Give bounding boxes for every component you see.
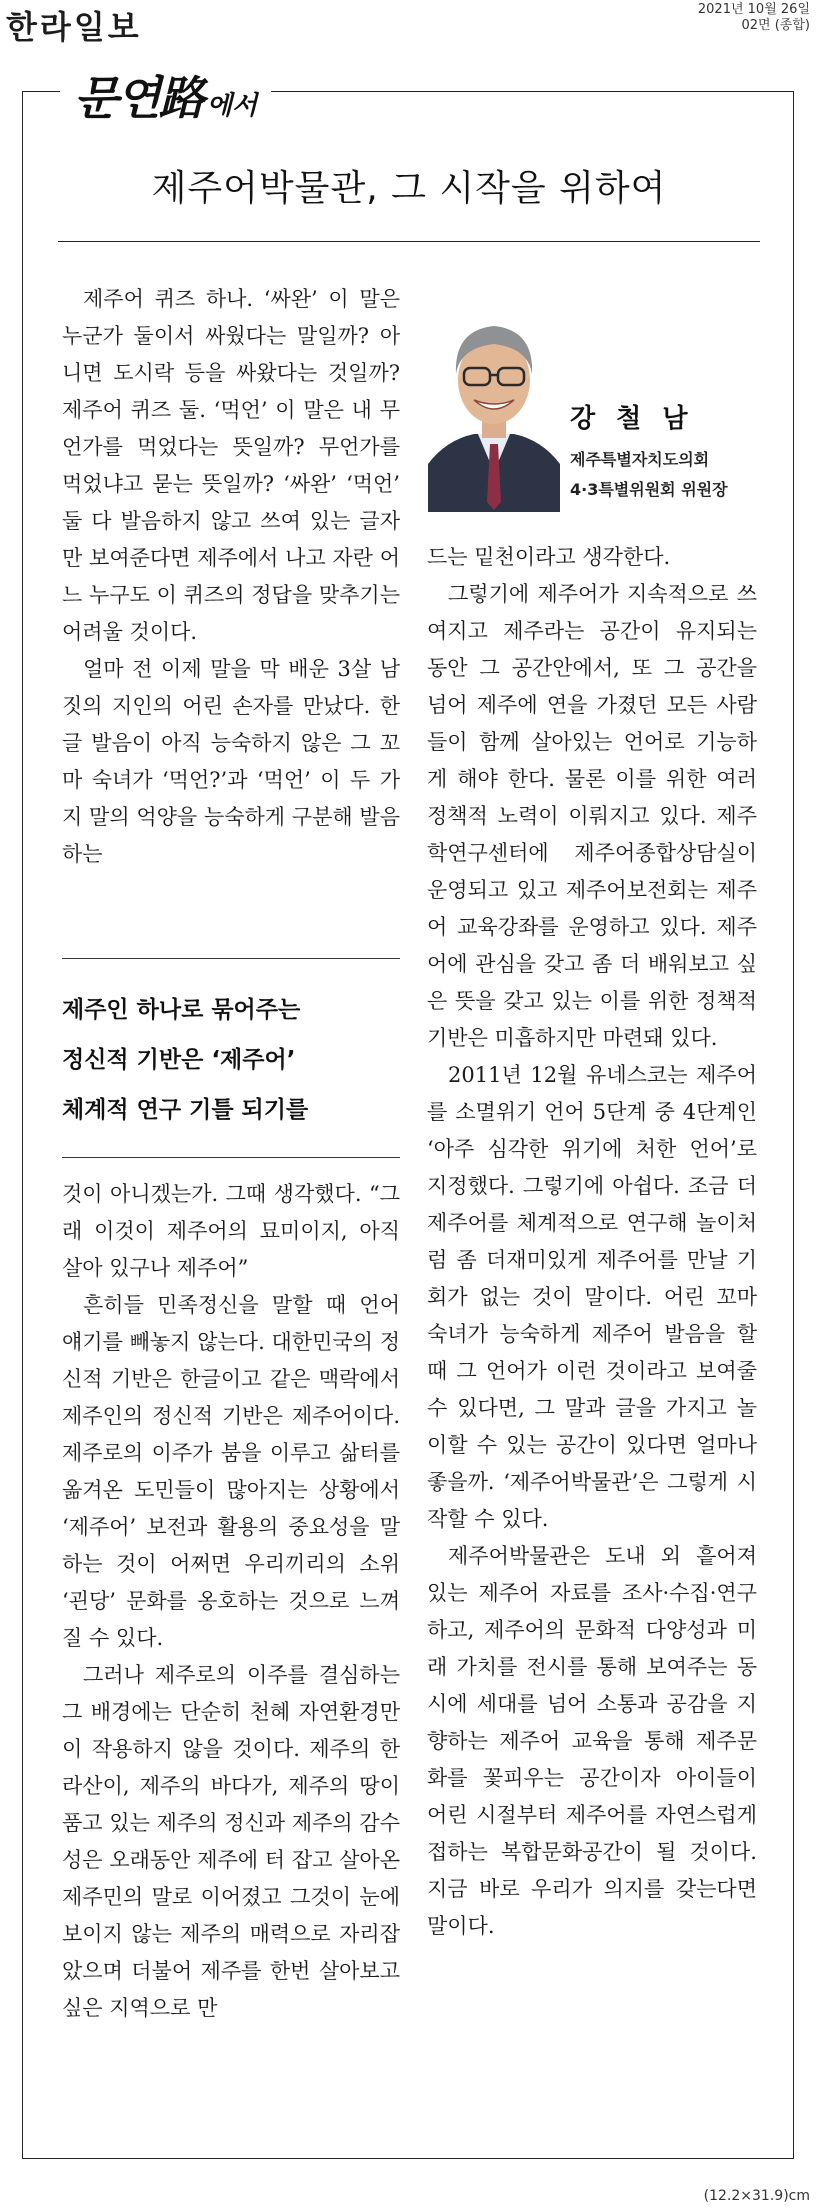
affiliation-line: 제주특별자치도의회 xyxy=(570,450,710,469)
clipping-size: (12.2×31.9)cm xyxy=(703,2188,810,2204)
paragraph: 그렇기에 제주어가 지속적으로 쓰여지고 제주라는 공간이 유지되는 동안 그 공간안에서, 또 그 공간을 넘어 제주에 연을 가졌던 모든 사람들이 함께 살아있는 언어로 기능하게 해야 한다. 물론 이를 위한 여러 정책적 노력이 이뤄지고 있다. 제주학연구센터에 제주어종합상담실이 운영되고 있고 제주어보전회는 제주어 교육강좌를 운영하고 있다. 제주어에 관심을 갖고 좀 더 배워보고 싶은 뜻을 갖고 있는 이를 위한 정책적 기반은 미흡하지만 마련돼 있다. xyxy=(427,582,757,1050)
dateline xyxy=(698,2,810,34)
paragraph: 드는 밑천이라고 생각한다. xyxy=(427,545,671,569)
paragraph: 얼마 전 이제 말을 막 배운 3살 남짓의 지인의 어린 손자를 만났다. 한글 발음이 아직 능숙하지 않은 그 꼬마 숙녀가 ‘먹언?’과 ‘먹언’ 이 두 가지 말의 억양을 능숙하게 구분해 발음하는 xyxy=(62,657,400,866)
paragraph: 것이 아니겠는가. 그때 생각했다. “그래 이것이 제주어의 묘미이지, 아직 살아 있구나 제주어” xyxy=(62,1182,400,1280)
column-suffix: 에서 xyxy=(206,91,258,121)
article-headline: 제주어박물관, 그 시작을 위하여 xyxy=(151,168,667,209)
pull-quote-line: 제주인 하나로 묶어주는 xyxy=(62,997,301,1023)
article-body-left-bottom xyxy=(62,1176,400,2027)
paragraph: 그러나 제주로의 이주를 결심하는 그 배경에는 단순히 천혜 자연환경만이 작용하지 않을 것이다. 제주의 한라산이, 제주의 바다가, 제주의 땅이 품고 있는 제주의 정신과 제주의 감수성은 오래동안 제주에 터 잡고 살아온 제주민의 말로 이어졌고 그것이 눈에 보이지 않는 제주의 매력으로 자리잡았으며 더불어 제주를 한번 살아보고 싶은 지역으로 만 xyxy=(62,1663,400,2020)
pull-quote-line: 체계적 연구 기틀 되기를 xyxy=(62,1097,309,1123)
pull-quote xyxy=(62,958,400,1158)
column-name: 문연路 xyxy=(74,71,203,125)
article-body-left-top xyxy=(62,281,400,873)
author-affiliation xyxy=(570,445,770,505)
column-title xyxy=(60,62,271,128)
newspaper-masthead: 한라일보 xyxy=(6,8,142,46)
author-photo xyxy=(428,296,560,512)
article-body-right xyxy=(427,539,757,1945)
paragraph: 제주어박물관은 도내 외 흩어져 있는 제주어 자료를 조사·수집·연구하고, 제주어의 문화적 다양성과 미래 가치를 전시를 통해 보여주는 동시에 세대를 넘어 소통과 공감을 지향하는 제주어 교육을 통해 제주문화를 꽃피우는 공간이자 아이들이 어린 시절부터 제주어를 자연스럽게 접하는 복합문화공간이 될 것이다. 지금 바로 우리가 의지를 갖는다면 말이다. xyxy=(427,1544,757,1938)
publication-date: 2021년 10월 26일 xyxy=(697,2,810,17)
pull-quote-line: 정신적 기반은 ‘제주어’ xyxy=(62,1047,296,1073)
headline-divider xyxy=(58,241,760,242)
paragraph: 2011년 12월 유네스코는 제주어를 소멸위기 언어 5단계 중 4단계인 ‘아주 심각한 위기에 처한 언어’로 지정했다. 그렇기에 아쉽다. 조금 더 제주어를 체계적으로 연구해 놀이처럼 좀 더재미있게 제주어를 만날 기회가 없는 것이 말이다. 어린 꼬마 숙녀가 능숙하게 제주어 발음을 할 때 그 언어가 이런 것이라고 보여줄 수 있다면, 그 말과 글을 가지고 놀이할 수 있는 공간이 있다면 얼마나 좋을까. ‘제주어박물관’은 그렇게 시작할 수 있다. xyxy=(427,1063,757,1531)
author-portrait-icon xyxy=(428,296,560,512)
paragraph: 흔히들 민족정신을 말할 때 언어 얘기를 빼놓지 않는다. 대한민국의 정신적 기반은 한글이고 같은 맥락에서 제주인의 정신적 기반은 제주어이다. 제주로의 이주가 붐을 이루고 삶터를 옮겨온 도민들이 많아지는 상황에서 ‘제주어’ 보전과 활용의 중요성을 말하는 것이 어쩌면 우리끼리의 소위 ‘괸당’ 문화를 옹호하는 것으로 느껴질 수 있다. xyxy=(62,1293,400,1650)
affiliation-line: 4·3특별위원회 위원장 xyxy=(570,480,728,499)
paragraph: 제주어 퀴즈 하나. ‘싸완’ 이 말은 누군가 둘이서 싸웠다는 말일까? 아니면 도시락 등을 싸왔다는 것일까? 제주어 퀴즈 둘. ‘먹언’ 이 말은 내 무언가를 먹었다는 뜻일까? 무언가를 먹었냐고 묻는 뜻일까? ‘싸완’ ‘먹언’ 둘 다 발음하지 않고 쓰여 있는 글자만 보여준다면 제주에서 나고 자란 어느 누구도 이 퀴즈의 정답을 맞추기는 어려울 것이다. xyxy=(62,287,400,644)
author-byline xyxy=(570,398,770,505)
author-name: 강 철 남 xyxy=(570,404,694,434)
page-number: 02면 (종합) xyxy=(741,18,810,33)
